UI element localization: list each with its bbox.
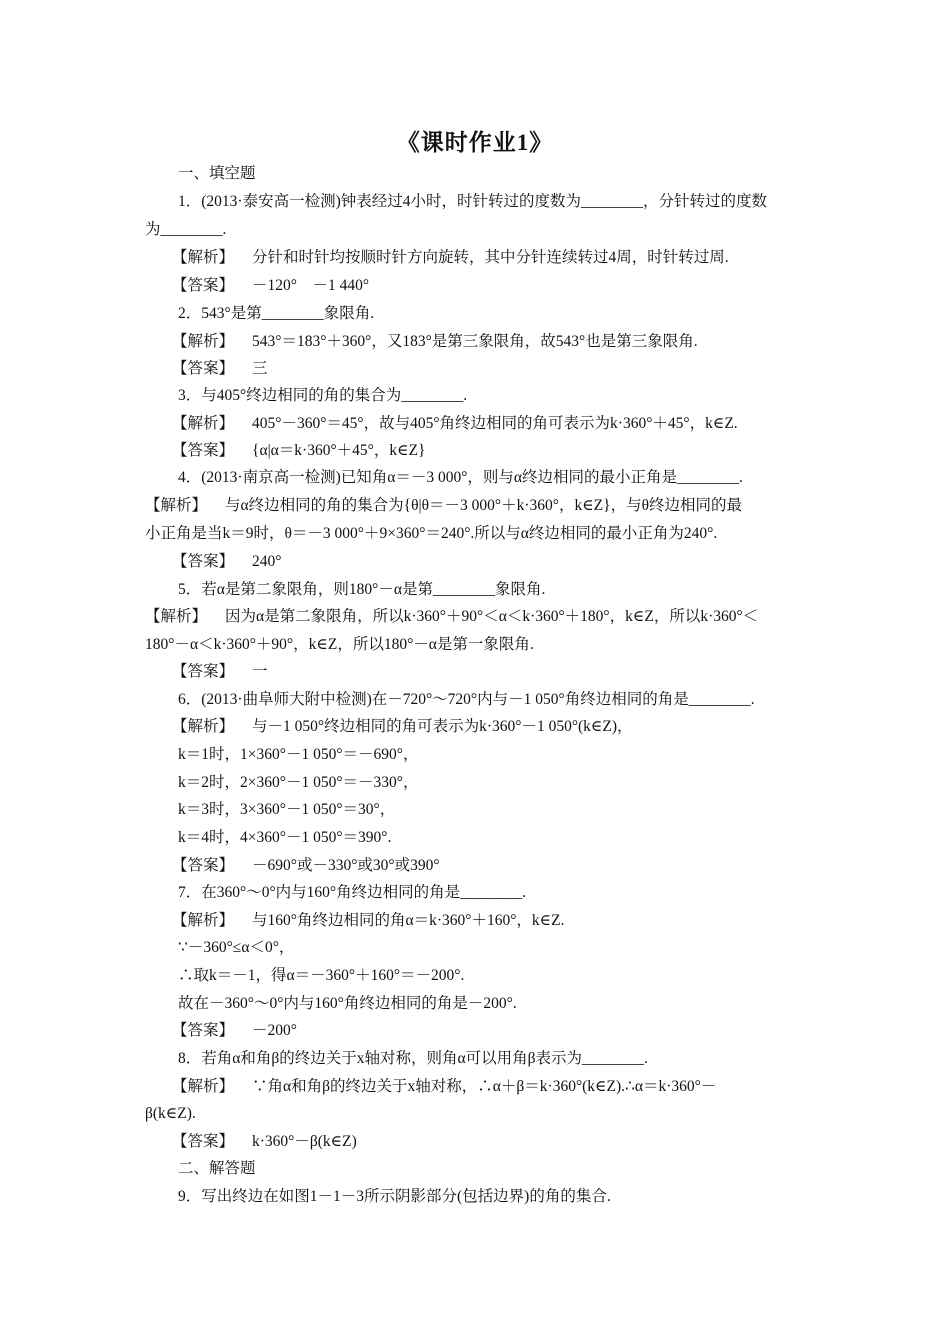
line-text: －120° －1 440° — [252, 277, 370, 294]
answer-line — [172, 1077, 716, 1097]
line-text: 7．在360°～0°内与160°角终边相同的角是________. — [178, 884, 526, 901]
line-text: 180°－α＜k·360°＋90°，k∈Z，所以180°－α是第一象限角. — [145, 636, 534, 653]
section-tag: 【答案】 — [172, 1133, 235, 1150]
line-text: 三 — [252, 360, 268, 377]
line-text: 小正角是当k＝9时，θ＝－3 000°＋9×360°＝240°.所以与α终边相同的最小正角为240°. — [145, 525, 718, 542]
text-line — [178, 994, 517, 1014]
section-tag: 【解析】 — [172, 415, 235, 432]
answer-line — [172, 359, 268, 379]
line-text: 9．写出终边在如图1－1－3所示阴影部分(包括边界)的角的集合. — [178, 1188, 611, 1205]
page-title: 《课时作业1》 — [396, 130, 554, 155]
line-text: k·360°－β(k∈Z) — [252, 1133, 357, 1150]
line-text: 分针和时针均按顺时针方向旋转，其中分针连续转过4周，时针转过周. — [252, 249, 729, 266]
answer-line — [172, 717, 633, 737]
line-text: 3．与405°终边相同的角的集合为________. — [178, 387, 468, 404]
line-text: k＝2时，2×360°－1 050°＝－330°， — [178, 774, 419, 791]
section-tag: 【解析】 — [145, 497, 208, 514]
section-tag: 【解析】 — [172, 333, 235, 350]
line-text: k＝4时，4×360°－1 050°＝390°. — [178, 829, 392, 846]
line-text: 与160°角终边相同的角α＝k·360°＋160°，k∈Z. — [252, 912, 565, 929]
answer-line — [172, 856, 440, 876]
answer-line — [172, 332, 698, 352]
section-tag: 【解析】 — [172, 912, 235, 929]
section-tag: 【解析】 — [172, 1078, 235, 1095]
answer-line — [172, 1132, 357, 1152]
line-text: －200° — [252, 1022, 297, 1039]
text-line — [178, 966, 464, 986]
line-text: 8．若角α和角β的终边关于x轴对称，则角α可以用角β表示为________. — [178, 1050, 648, 1067]
line-text: β(k∈Z). — [145, 1105, 196, 1122]
line-text: 543°＝183°＋360°，又183°是第三象限角，故543°也是第三象限角. — [252, 333, 698, 350]
answer-line — [172, 414, 738, 434]
answer-line — [172, 441, 426, 461]
section-tag: 【答案】 — [172, 553, 235, 570]
text-line — [178, 468, 743, 488]
answer-line — [172, 552, 281, 572]
line-text: 5．若α是第二象限角，则180°－α是第________象限角. — [178, 581, 546, 598]
line-text: k＝1时，1×360°－1 050°＝－690°， — [178, 746, 419, 763]
answer-line — [172, 911, 564, 931]
answer-line — [172, 248, 729, 268]
line-text: 240° — [252, 553, 282, 570]
text-line — [178, 690, 755, 710]
text-line — [178, 800, 395, 820]
answer-line — [172, 276, 369, 296]
section-tag: 【答案】 — [172, 663, 235, 680]
section-tag: 【答案】 — [172, 857, 235, 874]
line-text: 与α终边相同的角的集合为{θ|θ＝－3 000°＋k·360°，k∈Z}，与θ终边相同的最 — [225, 497, 743, 514]
text-line — [178, 1187, 611, 1207]
text-line — [178, 938, 294, 958]
answer-line — [145, 607, 758, 627]
line-text: {α|α＝k·360°＋45°，k∈Z} — [252, 442, 426, 459]
text-line — [145, 1104, 196, 1124]
section-tag: 【答案】 — [172, 1022, 235, 1039]
answer-line — [172, 1021, 297, 1041]
text-line — [178, 883, 526, 903]
section-tag: 【答案】 — [172, 442, 235, 459]
text-line — [178, 304, 374, 324]
line-text: k＝3时，3×360°－1 050°＝30°， — [178, 801, 396, 818]
text-line — [178, 828, 391, 848]
line-text: －690°或－330°或30°或390° — [252, 857, 440, 874]
text-line — [145, 220, 226, 240]
text-line — [178, 580, 545, 600]
line-text: 一、填空题 — [178, 165, 256, 182]
text-line — [145, 524, 717, 544]
section-tag: 【解析】 — [145, 608, 208, 625]
line-text: 405°－360°＝45°，故与405°角终边相同的角可表示为k·360°＋45°，k∈Z. — [252, 415, 738, 432]
section-tag: 【解析】 — [172, 718, 235, 735]
line-text: 4．(2013·南京高一检测)已知角α＝－3 000°，则与α终边相同的最小正角是________. — [178, 469, 743, 486]
line-text: 二、解答题 — [178, 1160, 256, 1177]
text-line — [178, 386, 467, 406]
text-line — [178, 773, 418, 793]
section-tag: 【解析】 — [172, 249, 235, 266]
text-line — [178, 1159, 256, 1179]
line-text: ∵－360°≤α＜0°， — [178, 939, 295, 956]
line-text: 6．(2013·曲阜师大附中检测)在－720°～720°内与－1 050°角终边相同的角是________. — [178, 691, 755, 708]
line-text: 故在－360°～0°内与160°角终边相同的角是－200°. — [178, 995, 517, 1012]
line-text: 与－1 050°终边相同的角可表示为k·360°－1 050°(k∈Z)， — [252, 718, 633, 735]
line-text: 一 — [252, 663, 268, 680]
line-text: 2．543°是第________象限角. — [178, 305, 375, 322]
answer-line — [172, 662, 268, 682]
line-text: ∵角α和角β的终边关于x轴对称，∴α＋β＝k·360°(k∈Z).∴α＝k·360°－ — [252, 1078, 717, 1095]
text-line — [178, 192, 767, 212]
section-tag: 【答案】 — [172, 277, 235, 294]
text-line — [178, 164, 256, 184]
answer-line — [145, 496, 742, 516]
text-line — [178, 1049, 648, 1069]
section-tag: 【答案】 — [172, 360, 235, 377]
line-text: 为________. — [145, 221, 227, 238]
line-text: 1．(2013·泰安高一检测)钟表经过4小时，时针转过的度数为________，分针转过的度数 — [178, 193, 767, 210]
text-line — [145, 635, 534, 655]
line-text: ∴取k＝－1，得α＝－360°＋160°＝－200°. — [178, 967, 465, 984]
line-text: 因为α是第二象限角，所以k·360°＋90°＜α＜k·360°＋180°，k∈Z，所以k·360°＜ — [225, 608, 759, 625]
text-line — [178, 745, 418, 765]
